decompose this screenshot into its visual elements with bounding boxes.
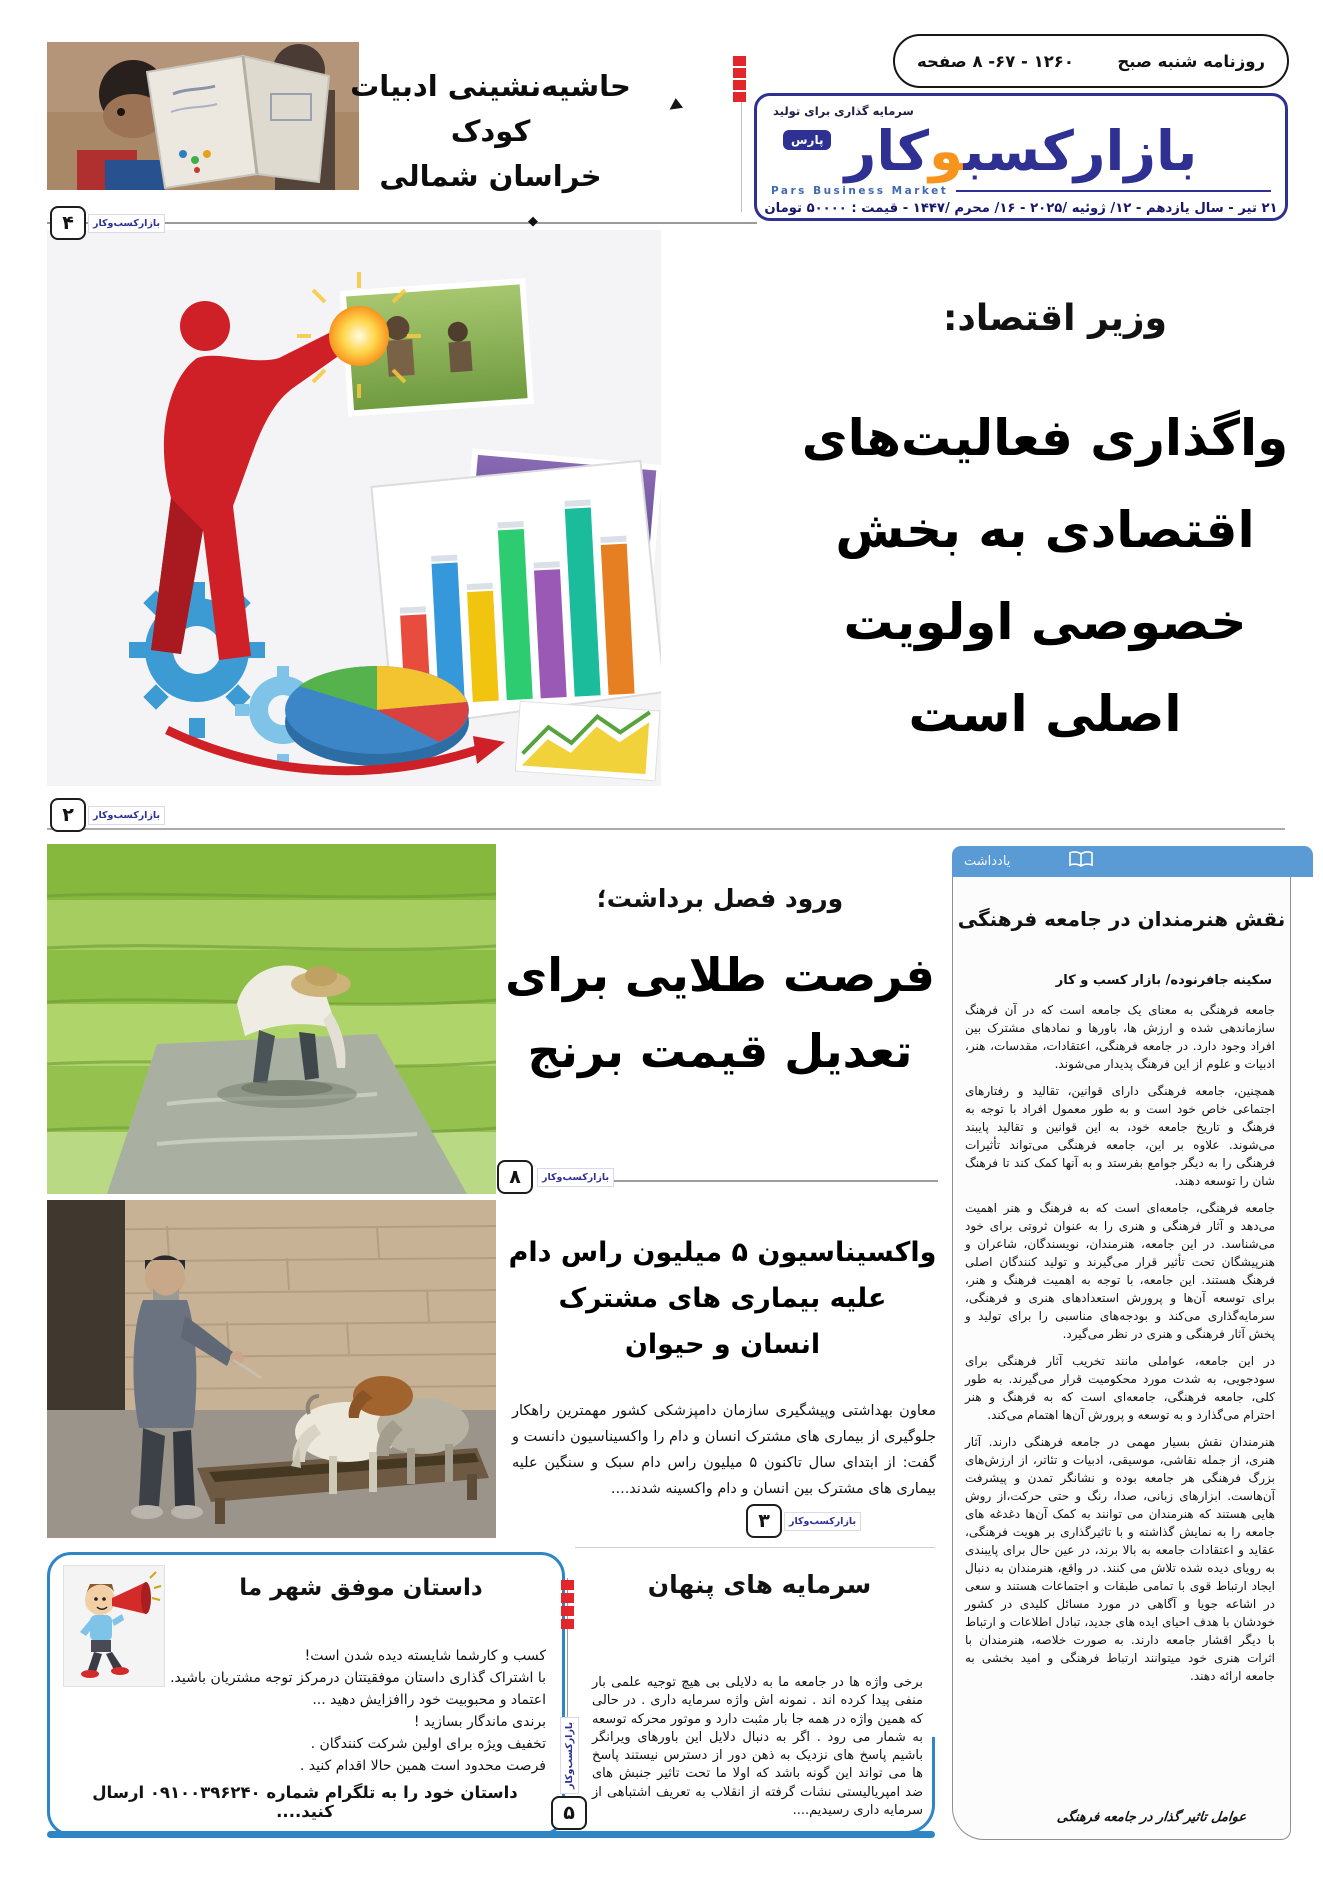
success-line: تخفیف ویژه برای اولین شرکت کنندگان . — [310, 1736, 546, 1752]
header-ornament-icon — [670, 98, 686, 115]
logo-text-bazarkasb: بازارکسب — [963, 119, 1198, 183]
issue-number-pages: ۱۲۶۰ - ۶۷- ۸ صفحه — [917, 51, 1074, 71]
blue-corner-accent — [906, 1737, 935, 1834]
note-signature: عوامل تاثیر گذار در جامعه فرهنگی — [1056, 1810, 1247, 1825]
mini-logo: بازارکسب‌وکار — [784, 1512, 861, 1531]
success-box-cta: داستان خود را به تلگرام شماره ۰۹۱۰۰۳۹۶۲۴۰ ارسال کنید.... — [92, 1783, 518, 1821]
lead-story-page-badge: ۲ — [50, 798, 86, 832]
doorway — [47, 1200, 125, 1410]
success-line: با اشتراک گذاری داستان موفقیتتان درمرکز توجه مشتریان باشید. — [170, 1670, 546, 1686]
lead-headline-line3: خصوصی اولویت — [843, 593, 1247, 651]
note-body — [965, 1001, 1275, 1694]
pie-chart-illustration — [285, 666, 469, 766]
red-square-icon — [733, 68, 746, 78]
success-line: اعتماد و محبوبیت خود راافزایش دهید ... — [312, 1692, 546, 1708]
logo-text-vav: و — [928, 119, 964, 183]
masthead-tagline: سرمایه گذاری برای تولید — [773, 104, 914, 118]
note-section-label: یادداشت — [964, 854, 1011, 869]
success-line: کسب و کارشما شایسته دیده شدن است! — [304, 1648, 546, 1664]
bottom-red-squares-ornament — [561, 1580, 574, 1629]
top-story-headline-line1: حاشیه‌نشینی ادبیات کودک — [350, 69, 631, 148]
logo-text-kar: کار — [844, 119, 929, 183]
rice-story-kicker: ورود فصل برداشت؛ — [596, 884, 844, 913]
livestock-headline-line3: انسان و حیوان — [624, 1329, 821, 1360]
rice-story-page-badge: ۸ — [497, 1160, 533, 1194]
hidden-capital-page-badge: ۵ — [551, 1796, 587, 1830]
livestock-headline — [505, 1230, 940, 1368]
livestock-photo-image — [47, 1200, 496, 1538]
note-byline: سکینه جافرنوده/ بازار کسب و کار — [1055, 973, 1272, 988]
livestock-photo — [47, 1200, 496, 1538]
masthead-english-name: Pars Business Market — [771, 185, 949, 197]
lead-headline-line4: اصلی است — [908, 685, 1182, 743]
divider-ornament-icon: ◆ — [528, 214, 538, 229]
masthead-date-line: ۲۱ تیر - سال یازدهم - ۱۲/ ژوئیه /۲۰۲۵ - ۱۶/ محرم /۱۴۴۷ - قیمت : ۵۰۰۰۰ تومان — [764, 201, 1278, 216]
hidden-capital-body: برخی واژه ها در جامعه ما به دلایلی بی هیچ توجیه علمی بار منفی پیدا کرده اند . نمونه اش واژه سرمایه داری . در حالی که همین واژه در همه جا بار مثبت دارد و موتور محرکه توسعه به شمار می رود . اگر به دنبال دلایل این باورهای ویرانگر باشیم پاسخ های نزدیک به ذهن دور از دسترس نیستند پاسخ ها می تواند این گونه باشد که اولا ما تحت تاثیر جنبش های ضد امپریالیستی نشات گرفته از انقلاب به تعریف اشتباهی از سرمایه داری رسیدیم.... — [592, 1675, 923, 1819]
red-square-icon — [561, 1606, 574, 1616]
top-story-page-badge: ۴ — [50, 206, 86, 240]
top-story-headline-line2: خراسان شمالی — [379, 159, 602, 193]
livestock-body: معاون بهداشتی وپیشگیری سازمان دامپزشکی کشور مهمترین راهکار جلوگیری از بیماری های مشترک انسان و دام را واکسیناسیون دانست و گفت: از ابتدای سال تاکنون ۵ میلیون راس دام سبک و سنگین علیه بیماری های مشترک بین انسان و دام واکسینه شدند.... — [512, 1403, 937, 1497]
masthead-box — [754, 93, 1288, 221]
mini-logo: بازارکسب‌وکار — [88, 806, 165, 825]
note-paragraph: همچنین، جامعه فرهنگی دارای قوانین، تقالید و رفتارهای اجتماعی خاص خود است و به طور معمول افراد با توجه به فرهنگ و تاریخ جامعه خود، به این قوانین و تقالید پایبند می‌شوند. علاوه بر این، جامعه فرهنگی می‌تواند تأثیرات فرهنگی را به دیگر جوامع بفرستد و به آنها کمک کند تا فرهنگ شان را توسعه دهند. — [965, 1084, 1275, 1188]
note-paragraph: جامعه فرهنگی، جامعه‌ای است که به فرهنگ و هنر اهمیت می‌دهد و آثار فرهنگی و هنری را به عنوان ثروتی برای خود می‌شناسد. در این جامعه، هنرمندان، نویسندگان، شاعران و هنرپیشگان تحت تأثیر قرار می‌گیرند و تولید کنندگان اصلی فرهنگ هستند. این جامعه، با توجه به اهمیت فرهنگ و هنر، برای توسعه آن‌ها و پرورش استعدادهای هنری و فرهنگی، سرمایه‌گذاری می‌کند و بودجه‌های مناسبی را برای تولید و پخش آثار فرهنگی و هنری در نظر می‌گیرد. — [965, 1201, 1275, 1341]
livestock-headline-line1: واکسیناسیون ۵ میلیون راس دام — [508, 1237, 937, 1268]
note-paragraph: جامعه فرهنگی به معنای یک جامعه است که در آن فرهنگ سازماندهی شده و ارزش ها، باورها و نمادهای مشترک بین افراد وجود دارد. در جامعه فرهنگی، اعتقادات، مقدسات، هنر، ادبیات و علوم از این فرهنگ پدیدار می‌شوند. — [965, 1003, 1275, 1071]
red-square-icon — [561, 1619, 574, 1629]
section-divider — [47, 828, 1285, 830]
top-story-headline — [318, 64, 663, 199]
hidden-capital-box — [584, 1552, 935, 1834]
hidden-capital-title: سرمایه های پنهان — [647, 1570, 872, 1599]
area-chart-illustration — [515, 701, 660, 781]
book-icon — [1068, 851, 1094, 872]
lead-story-headline — [775, 392, 1315, 760]
note-paragraph: هنرمندان نقش بسیار مهمی در جامعه فرهنگی دارند. آثار هنری، از جمله نقاشی، موسیقی، ادبیات و تئاتر، از ارزش‌های بزرگ فرهنگی هر جامعه بوده و نشانگر تمدن و پیشرفت آن‌هاست. ابزارهای زبانی، صدا، رنگ و حتی حرکت،از روش هایی هستند که هنرمندان می توانند به کمک آن‌ها دغدغه های جامعه را به نمایش گذاشته و با تاثیرگذاری بر هویت فرهنگی، عقاید و اعتقادات جامعه به بالا برند، در عین حال برای پایبندی به رویای دیده شده تلاش می کنند. در واقع، هنرمندان به دنبال ایجاد ارتباط قوی با تمامی طبقات و اجتماعات هستند و سعی در اشاعه جویا و آگاهی در مورد مسائل کلیدی در کشور خودشان با هدف احیای ایده های جدید، تبادل اطلاعات و ارتباط با دیگر اقشار جامعه دارند. به صورت خلاصه، هنرمندان با اثرات هنری خود میتوانند ارتباط فرهنگی و امید بخشی به جامعه ارائه دهند. — [965, 1435, 1275, 1683]
lead-headline-line1: واگذاری فعالیت‌های — [801, 409, 1289, 467]
red-square-icon — [733, 56, 746, 66]
rice-field-photo-image — [47, 844, 496, 1194]
child-reading-photo-image — [47, 42, 359, 190]
livestock-headline-line2: علیه بیماری های مشترک — [558, 1283, 887, 1314]
masthead-region-label: پارس — [783, 130, 831, 150]
lead-story-kicker: وزیر اقتصاد: — [942, 298, 1167, 339]
rice-section-divider — [602, 1180, 938, 1182]
bottom-band-top-rule — [575, 1547, 935, 1548]
rice-field-photo — [47, 844, 496, 1194]
publication-type: روزنامه شنبه صبح — [1117, 51, 1265, 71]
red-square-icon — [561, 1593, 574, 1603]
header-vertical-rule — [741, 100, 742, 212]
masthead-english-row — [771, 185, 1271, 197]
success-box-lines — [62, 1645, 546, 1777]
masthead-english-rule — [956, 190, 1271, 192]
red-square-icon — [733, 80, 746, 90]
success-story-box — [47, 1552, 565, 1836]
megaphone-icon — [112, 1582, 146, 1614]
note-title: نقش هنرمندان در جامعه فرهنگی — [957, 907, 1286, 931]
masthead-red-squares-ornament — [733, 56, 746, 102]
note-column-box — [952, 877, 1291, 1840]
note-section-header — [952, 846, 1313, 877]
rice-headline-line2: تعدیل قیمت برنج — [527, 1024, 913, 1078]
lead-headline-line2: اقتصادی به بخش — [835, 501, 1255, 559]
rice-story-text — [500, 884, 940, 1089]
rice-headline-line1: فرصت طلایی برای — [505, 948, 935, 1002]
lead-illustration-image — [47, 230, 661, 786]
success-box-title: داستان موفق شهر ما — [239, 1575, 483, 1601]
note-paragraph: در این جامعه، عواملی مانند تخریب آثار فرهنگی برای سودجویی، به شدت مورد محکومیت قرار می‌گیرند. به طور کلی، جامعه فرهنگی، جامعه‌ای است که به فرهنگ و هنر احترام می‌گذارد و به توسعه و پرورش آن‌ها اهتمام می‌کند. — [965, 1354, 1275, 1422]
newspaper-logo — [769, 119, 1273, 183]
child-reading-photo — [47, 42, 359, 190]
success-line: فرصت محدود است همین حالا اقدام کنید . — [299, 1758, 546, 1774]
lead-story-illustration — [47, 230, 661, 786]
red-square-icon — [561, 1580, 574, 1590]
mini-logo: بازارکسب‌وکار — [537, 1168, 614, 1187]
success-line: برندی ماندگار بسازید ! — [413, 1714, 546, 1730]
mini-logo-vertical: بازارکسب‌وکار — [560, 1717, 579, 1794]
red-square-icon — [733, 92, 746, 102]
issue-info-pill — [893, 34, 1289, 88]
livestock-page-badge: ۳ — [746, 1504, 782, 1538]
mini-logo: بازارکسب‌وکار — [88, 214, 165, 233]
bottom-blue-bar — [47, 1831, 935, 1838]
